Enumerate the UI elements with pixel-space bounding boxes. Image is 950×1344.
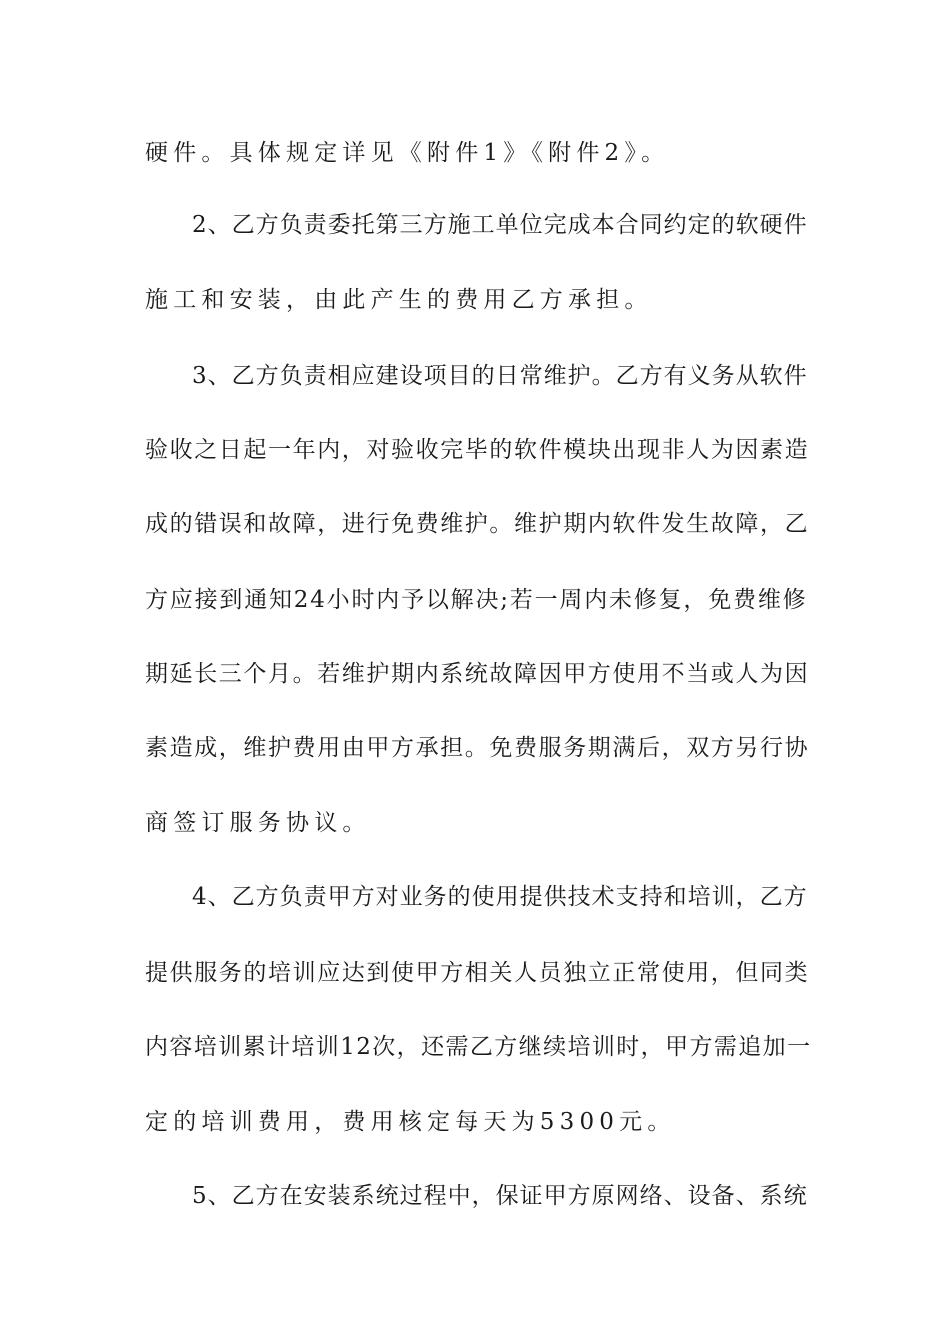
text-line: 方应接到通知24小时内予以解决;若一周内未修复，免费维修: [145, 587, 808, 613]
text-line: 2、乙方负责委托第三方施工单位完成本合同约定的软硬件: [192, 212, 808, 238]
text-line: 硬件。具体规定详见《附件1》《附件2》。: [145, 140, 670, 166]
text-line: 期延长三个月。若维护期内系统故障因甲方使用不当或人为因: [145, 661, 810, 687]
text-line: 5、乙方在安装系统过程中，保证甲方原网络、设备、系统: [192, 1183, 808, 1209]
text-line: 施工和安装，由此产生的费用乙方承担。: [145, 287, 653, 313]
text-line: 提供服务的培训应达到使甲方相关人员独立正常使用，但同类: [145, 960, 810, 986]
text-line: 定的培训费用，费用核定每天为5300元。: [145, 1109, 676, 1135]
text-line: 内容培训累计培训12次，还需乙方继续培训时，甲方需追加一: [145, 1034, 812, 1060]
text-line: 素造成，维护费用由甲方承担。免费服务期满后，双方另行协: [145, 735, 810, 761]
text-line: 3、乙方负责相应建设项目的日常维护。乙方有义务从软件: [192, 363, 808, 389]
text-line: 商签订服务协议。: [145, 810, 371, 836]
text-line: 成的错误和故障，进行免费维护。维护期内软件发生故障，乙: [145, 511, 810, 537]
text-line: 4、乙方负责甲方对业务的使用提供技术支持和培训，乙方: [192, 884, 808, 910]
text-line: 验收之日起一年内，对验收完毕的软件模块出现非人为因素造: [145, 437, 810, 463]
